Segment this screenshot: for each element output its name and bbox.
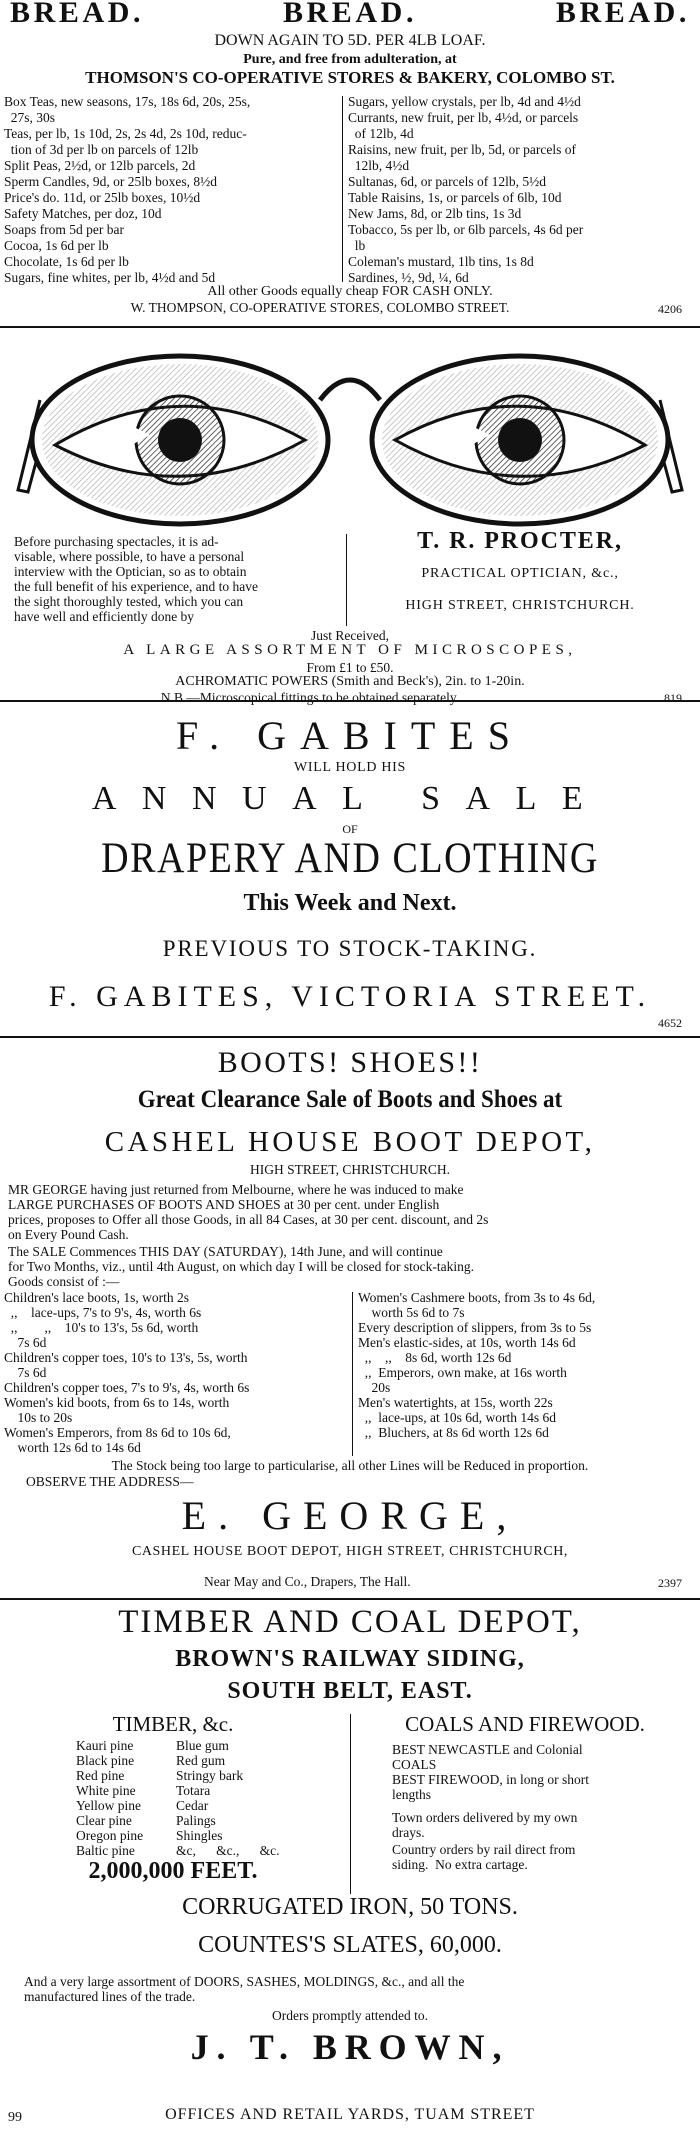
coal-item: Town orders delivered by my own: [392, 1810, 578, 1825]
boots-headline: BOOTS! SHOES!!: [217, 1046, 483, 1079]
price-list-item: Soaps from 5d per bar: [4, 222, 124, 237]
price-list-item: tion of 3d per lb on parcels of 12lb: [4, 142, 199, 157]
bread-column-divider: [342, 96, 343, 282]
coal-town-orders: [392, 1810, 692, 1840]
timber-gum-list: [176, 1738, 346, 1858]
price-list-item: Cocoa, 1s 6d per lb: [4, 238, 109, 253]
timber-item: Baltic pine: [76, 1843, 135, 1858]
boot-price-item: Every description of slippers, from 3s to 5s: [358, 1320, 592, 1335]
optician-title: PRACTICAL OPTICIAN, &c.,: [421, 566, 619, 581]
boot-price-item: ,, lace-ups, 7's to 9's, 4s, worth 6s: [4, 1305, 202, 1320]
timber-orders: Orders promptly attended to.: [272, 2008, 428, 2023]
boots-children-women-list: [4, 1290, 344, 1455]
boot-price-item: Men's watertights, at 15s, worth 22s: [358, 1395, 553, 1410]
coal-item: siding. No extra cartage.: [392, 1857, 528, 1872]
paragraph-line: on Every Pound Cash.: [8, 1227, 129, 1242]
timber-offices: OFFICES AND RETAIL YARDS, TUAM STREET: [165, 2106, 535, 2123]
price-list-item: Currants, new fruit, per lb, 4½d, or parcels: [348, 110, 579, 125]
assortment-line: And a very large assortment of DOORS, SASHES, MOLDINGS, &c., and all the: [24, 1974, 465, 1989]
divider-rule: [0, 1598, 700, 1600]
timber-item: Red pine: [76, 1768, 125, 1783]
timber-item: Stringy bark: [176, 1768, 244, 1783]
spectacles-bridge: [320, 380, 380, 400]
advice-line: Before purchasing spectacles, it is ad-: [14, 534, 219, 549]
optician-name: T. R. PROCTER,: [417, 528, 623, 554]
coal-item: BEST NEWCASTLE and Colonial: [392, 1742, 583, 1757]
timber-iron: CORRUGATED IRON, 50 TONS.: [182, 1894, 518, 1920]
optician-advice-text: [14, 534, 344, 624]
boot-price-item: Women's Emperors, from 8s 6d to 10s 6d,: [4, 1425, 231, 1440]
boot-price-item: 7s 6d: [4, 1365, 47, 1380]
boots-sale-paragraph: [8, 1244, 694, 1289]
price-list-item: Box Teas, new seasons, 17s, 18s 6d, 20s, 25s,: [4, 94, 251, 109]
coal-column-title: COALS AND FIREWOOD.: [405, 1712, 645, 1736]
price-list-item: 12lb, 4½d: [348, 158, 410, 173]
timber-feet: 2,000,000 FEET.: [88, 1858, 258, 1884]
coal-item: drays.: [392, 1825, 425, 1840]
advice-line: interview with the Optician, so as to obtain: [14, 564, 247, 579]
boots-depot-street: HIGH STREET, CHRISTCHURCH.: [249, 1162, 450, 1177]
bread-headline-3: BREAD.: [555, 0, 690, 29]
bread-footer-cash: All other Goods equally cheap FOR CASH ONLY.: [207, 284, 493, 299]
paragraph-line: LARGE PURCHASES OF BOOTS AND SHOES at 30 per cent. under English: [8, 1197, 440, 1212]
boot-price-item: 20s: [358, 1380, 391, 1395]
right-eye-icon: [372, 356, 668, 524]
timber-siding: BROWN'S RAILWAY SIDING,: [175, 1646, 525, 1672]
boot-price-item: 7s 6d: [4, 1335, 47, 1350]
timber-item: Clear pine: [76, 1813, 132, 1828]
price-list-item: Chocolate, 1s 6d per lb: [4, 254, 129, 269]
gabites-of: OF: [342, 822, 358, 836]
timber-item: Totara: [176, 1783, 211, 1798]
price-list-item: New Jams, 8d, or 2lb tins, 1s 3d: [348, 206, 522, 221]
timber-belt: SOUTH BELT, EAST.: [227, 1678, 473, 1704]
coal-country-orders: [392, 1842, 692, 1872]
timber-assortment: [24, 1974, 694, 2004]
timber-proprietor-name: J. T. BROWN,: [190, 2027, 510, 2067]
price-list-item: Sugars, fine whites, per lb, 4½d and 5d: [4, 270, 216, 285]
coal-item: BEST FIREWOOD, in long or short: [392, 1772, 590, 1787]
bread-pure-line: Pure, and free from adulteration, at: [243, 52, 457, 67]
optician-advert: [0, 330, 700, 705]
boot-price-item: 10s to 20s: [4, 1410, 73, 1425]
boot-price-item: ,, lace-ups, at 10s 6d, worth 14s 6d: [358, 1410, 556, 1425]
boots-advert: [0, 1040, 700, 1638]
bread-left-price-list: [4, 94, 334, 286]
boots-proprietor-address: CASHEL HOUSE BOOT DEPOT, HIGH STREET, CHRISTCHURCH,: [131, 1544, 568, 1559]
gabites-previous: PREVIOUS TO STOCK-TAKING.: [162, 936, 538, 961]
boot-price-item: Women's Cashmere boots, from 3s to 4s 6d,: [358, 1290, 596, 1305]
timber-item: Palings: [176, 1813, 216, 1828]
price-list-item: Sardines, ½, 9d, ¼, 6d: [348, 270, 469, 285]
price-list-item: Split Peas, 2½d, or 12lb parcels, 2d: [4, 158, 196, 173]
boot-price-item: ,, Emperors, own make, at 16s worth: [358, 1365, 567, 1380]
timber-headline: TIMBER AND COAL DEPOT,: [118, 1604, 582, 1640]
assortment-line: manufactured lines of the trade.: [24, 1989, 196, 2004]
gabites-name: F. GABITES: [176, 713, 524, 758]
boots-column-divider: [352, 1292, 353, 1456]
price-list-item: Sultanas, 6d, or parcels of 12lb, 5½d: [348, 174, 546, 189]
boot-price-item: ,, Bluchers, at 8s 6d worth 12s 6d: [358, 1425, 549, 1440]
boot-price-item: ,, ,, 10's to 13's, 5s 6d, worth: [4, 1320, 199, 1335]
paragraph-line: for Two Months, viz., until 4th August, on which day I will be closed for stock-taking.: [8, 1259, 475, 1274]
optician-price-range: From £1 to £50.: [306, 660, 394, 675]
bread-headline-2: BREAD.: [282, 0, 418, 29]
paragraph-line: Goods consist of :—: [8, 1274, 120, 1289]
divider-rule: [0, 700, 700, 702]
timber-item: Kauri pine: [76, 1738, 134, 1753]
price-list-item: Teas, per lb, 1s 10d, 2s, 2s 4d, 2s 10d, reduc-: [4, 126, 247, 141]
boots-near: Near May and Co., Drapers, The Hall.: [204, 1574, 411, 1589]
divider-rule: [0, 1036, 700, 1038]
boots-subheadline: Great Clearance Sale of Boots and Shoes at: [137, 1086, 563, 1113]
divider-rule: [0, 326, 700, 328]
coal-item: lengths: [392, 1787, 431, 1802]
paragraph-line: MR GEORGE having just returned from Melbourne, where he was induced to make: [8, 1182, 464, 1197]
boots-proprietor-name: E. GEORGE,: [181, 1493, 519, 1538]
price-list-item: lb: [348, 238, 366, 253]
timber-item: Shingles: [176, 1828, 223, 1843]
bread-footer-address: W. THOMPSON, CO-OPERATIVE STORES, COLOMBO STREET.: [130, 300, 510, 315]
timber-item: Black pine: [76, 1753, 135, 1768]
coal-item: Country orders by rail direct from: [392, 1842, 576, 1857]
price-list-item: Raisins, new fruit, per lb, 5d, or parcels of: [348, 142, 576, 157]
spectacles-illustration: [0, 340, 700, 530]
timber-item: Yellow pine: [76, 1798, 142, 1813]
advice-line: the sight thoroughly tested, which you can: [14, 594, 244, 609]
gabites-this-week: This Week and Next.: [243, 890, 457, 916]
gabites-drapery-clothing: DRAPERY AND CLOTHING: [101, 833, 599, 883]
boot-price-item: Children's copper toes, 7's to 9's, 4s, worth 6s: [4, 1380, 250, 1395]
gabites-advert: [0, 704, 700, 1034]
timber-item: Red gum: [176, 1753, 226, 1768]
price-list-item: Sugars, yellow crystals, per lb, 4d and 4½d: [348, 94, 581, 109]
timber-item: White pine: [76, 1783, 136, 1798]
boots-depot-name: CASHEL HOUSE BOOT DEPOT,: [104, 1126, 596, 1158]
price-list-item: Tobacco, 5s per lb, or 6lb parcels, 4s 6d per: [348, 222, 584, 237]
price-list-item: of 12lb, 4d: [348, 126, 414, 141]
bread-price-line: DOWN AGAIN TO 5D. PER 4LB LOAF.: [214, 32, 486, 49]
optician-powers: ACHROMATIC POWERS (Smith and Beck's), 2in. to 1-20in.: [175, 674, 525, 689]
gabites-ad-number: 4652: [658, 1016, 682, 1030]
boot-price-item: ,, ,, 8s 6d, worth 12s 6d: [358, 1350, 512, 1365]
coal-item: COALS: [392, 1757, 437, 1772]
timber-slates: COUNTES'S SLATES, 60,000.: [198, 1932, 502, 1958]
optician-just-received: Just Received,: [311, 628, 389, 643]
advice-line: have well and efficiently done by: [14, 609, 195, 624]
advice-line: the full benefit of his experience, and to have: [14, 579, 259, 594]
timber-item: Blue gum: [176, 1738, 229, 1753]
gabites-will-hold: WILL HOLD HIS: [293, 760, 406, 775]
timber-column-divider: [350, 1714, 351, 1894]
timber-item: &c, &c., &c.: [176, 1843, 280, 1858]
price-list-item: Price's do. 11d, or 25lb boxes, 10½d: [4, 190, 201, 205]
boots-observe: OBSERVE THE ADDRESS—: [26, 1474, 194, 1489]
boots-intro-paragraph: [8, 1182, 694, 1242]
timber-item: Cedar: [176, 1798, 209, 1813]
coal-offer-list: [392, 1742, 692, 1802]
timber-column-title: TIMBER, &c.: [112, 1712, 234, 1736]
boot-price-item: worth 5s 6d to 7s: [358, 1305, 465, 1320]
timber-item: Oregon pine: [76, 1828, 144, 1843]
gabites-annual-sale: ANNUAL SALE: [91, 780, 609, 817]
bread-firm-line: THOMSON'S CO-OPERATIVE STORES & BAKERY, COLOMBO ST.: [85, 68, 615, 87]
optician-microscopes: A LARGE ASSORTMENT OF MICROSCOPES,: [123, 642, 577, 658]
bread-headline-1: BREAD.: [10, 0, 145, 29]
optician-note: N.B.—Microscopical fittings to be obtained separately.: [160, 690, 460, 705]
boots-women-men-list: [358, 1290, 698, 1440]
advice-line: visable, where possible, to have a personal: [14, 549, 245, 564]
price-list-item: Coleman's mustard, 1lb tins, 1s 8d: [348, 254, 534, 269]
price-list-item: 27s, 30s: [4, 110, 56, 125]
timber-ad-number: 99: [8, 2110, 22, 2125]
boot-price-item: Children's lace boots, 1s, worth 2s: [4, 1290, 190, 1305]
bread-advert: [0, 0, 700, 320]
optician-ad-number: 819: [664, 691, 682, 705]
bread-right-price-list: [348, 94, 698, 286]
gabites-address: F. GABITES, VICTORIA STREET.: [48, 980, 652, 1013]
optician-column-divider: [346, 534, 347, 626]
boots-stock-line: The Stock being too large to particularise, all other Lines will be Reduced in proportion.: [111, 1458, 589, 1473]
bread-ad-number: 4206: [658, 302, 682, 316]
price-list-item: Sperm Candles, 9d, or 25lb boxes, 8½d: [4, 174, 217, 189]
paragraph-line: prices, proposes to Offer all those Goods, in all 84 Cases, at 30 per cent. discount, and 2s: [8, 1212, 489, 1227]
price-list-item: Table Raisins, 1s, or parcels of 6lb, 10d: [348, 190, 562, 205]
boot-price-item: Men's elastic-sides, at 10s, worth 14s 6d: [358, 1335, 576, 1350]
price-list-item: Safety Matches, per doz, 10d: [4, 206, 162, 221]
boot-price-item: Children's copper toes, 10's to 13's, 5s, worth: [4, 1350, 248, 1365]
timber-advert: [0, 1602, 700, 2132]
paragraph-line: The SALE Commences THIS DAY (SATURDAY), 14th June, and will continue: [8, 1244, 443, 1259]
boot-price-item: worth 12s 6d to 14s 6d: [4, 1440, 141, 1455]
left-eye-icon: [32, 356, 328, 524]
optician-address: HIGH STREET, CHRISTCHURCH.: [405, 598, 635, 613]
boot-price-item: Women's kid boots, from 6s to 14s, worth: [4, 1395, 230, 1410]
boots-ad-number: 2397: [658, 1576, 682, 1590]
